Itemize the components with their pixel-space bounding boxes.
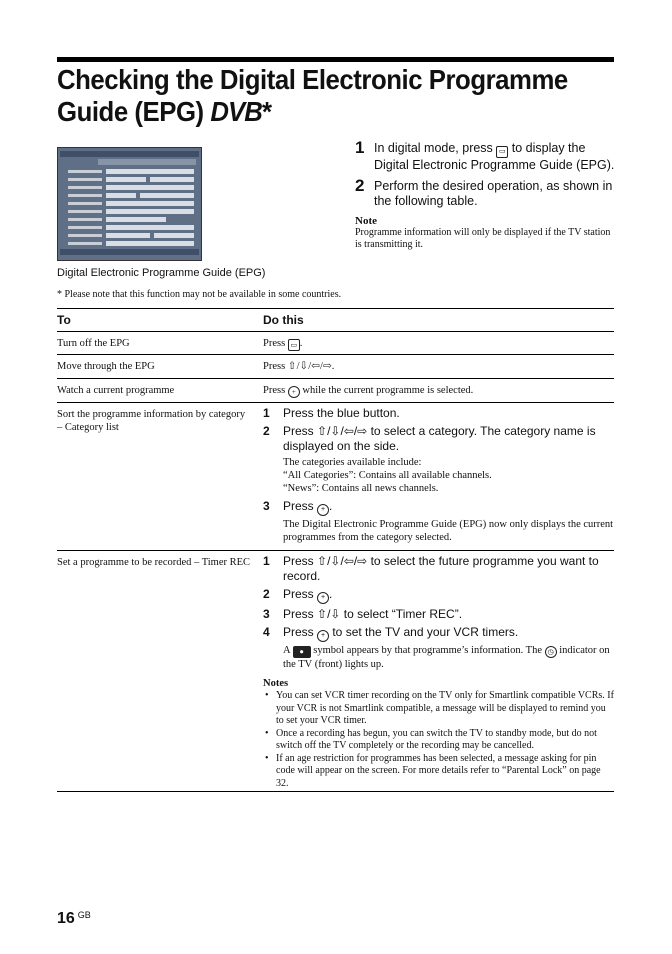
- page-number: 16 $^{GB}$: [57, 910, 91, 927]
- top-rule: [57, 57, 614, 62]
- table-row: Sort the programme information by category – Category list 1 Press the blue button. 2 Press ⇧/⇩/⇦/⇨ to select a category. The category name is displayed on the side. The categories available include: “All Categories”: Contains all available channels. “News”: Contains all news channels. 3 Press + . The Digital Electronic Programme Guide (EPG) now only displays the current programmes from the category selected.: [57, 403, 614, 551]
- operations-table: [57, 308, 614, 792]
- timer-indicator-icon: ◷: [545, 646, 557, 658]
- dvb-logo: DVB: [210, 96, 262, 127]
- table-row: Turn off the EPG Press ▭ .: [57, 332, 614, 355]
- note-item: • Once a recording has begun, you can switch the TV to standby mode, but do not switch off the TV completely or the recording may be cancelled.: [263, 728, 614, 753]
- note-heading: Note: [355, 215, 377, 227]
- table-header: To Do this: [57, 309, 614, 332]
- note-item: • If an age restriction for programmes has been selected, a message asking for pin code will appear on the screen. For more details refer to “Parental Lock” on page 32.: [263, 753, 614, 791]
- note-item: • You can set VCR timer recording on the TV only for Smartlink compatible VCRs. If your VCR is not Smartlink compatible, a message will be displayed to remind you to set your VCR timer.: [263, 690, 614, 728]
- ok-button-icon: +: [317, 504, 329, 516]
- ok-button-icon: +: [317, 592, 329, 604]
- guide-button-icon: ▭: [288, 339, 300, 351]
- footnote: * Please note that this function may not be available in some countries.: [57, 289, 342, 300]
- figure-caption: Digital Electronic Programme Guide (EPG): [57, 267, 266, 279]
- steps: [355, 138, 617, 251]
- step-2: 2 Perform the desired operation, as shown in the following table.: [355, 176, 613, 208]
- table-row: Set a programme to be recorded – Timer REC 1 Press ⇧/⇩/⇦/⇨ to select the future programme you want to record. 2 Press + . 3 Press ⇧/⇩ to select “Timer REC”. 4 Press + to set the TV and your VCR timers. A ⏺ symbol appears by that programme’s information. The ◷ indicator on the TV (front) lights up. Notes • You can set VCR timer recording on the TV only for Smartlink compatible VCRs. If your VCR is not Smartlink compatible, a message will be displayed to remind you to set your VCR timer. • Once a recording has begun, you can switch the TV to standby mode, but do not switch off the TV completely or the recording may be cancelled. • If an age restriction for programmes has been selected, a message asking for pin code will appear on the screen. For more details refer to “Parental Lock” on page 32.: [57, 551, 614, 792]
- page-title: Checking the Digital Electronic Programme Guide (EPG) DVB*: [57, 64, 568, 127]
- timer-rec-symbol-icon: ⏺: [293, 646, 311, 658]
- note-text: Programme information will only be displayed if the TV station is transmitting it.: [355, 227, 611, 250]
- notes-heading: Notes: [263, 678, 289, 689]
- guide-button-icon: ▭: [496, 146, 508, 158]
- epg-screen-image: [57, 147, 202, 261]
- step-1: 1 In digital mode, press ▭ to display the Digital Electronic Programme Guide (EPG).: [355, 138, 615, 172]
- table-row: Move through the EPG Press ⇧/⇩/⇦/⇨.: [57, 355, 614, 379]
- table-row: Watch a current programme Press + while the current programme is selected.: [57, 379, 614, 403]
- ok-button-icon: +: [317, 630, 329, 642]
- ok-button-icon: +: [288, 386, 300, 398]
